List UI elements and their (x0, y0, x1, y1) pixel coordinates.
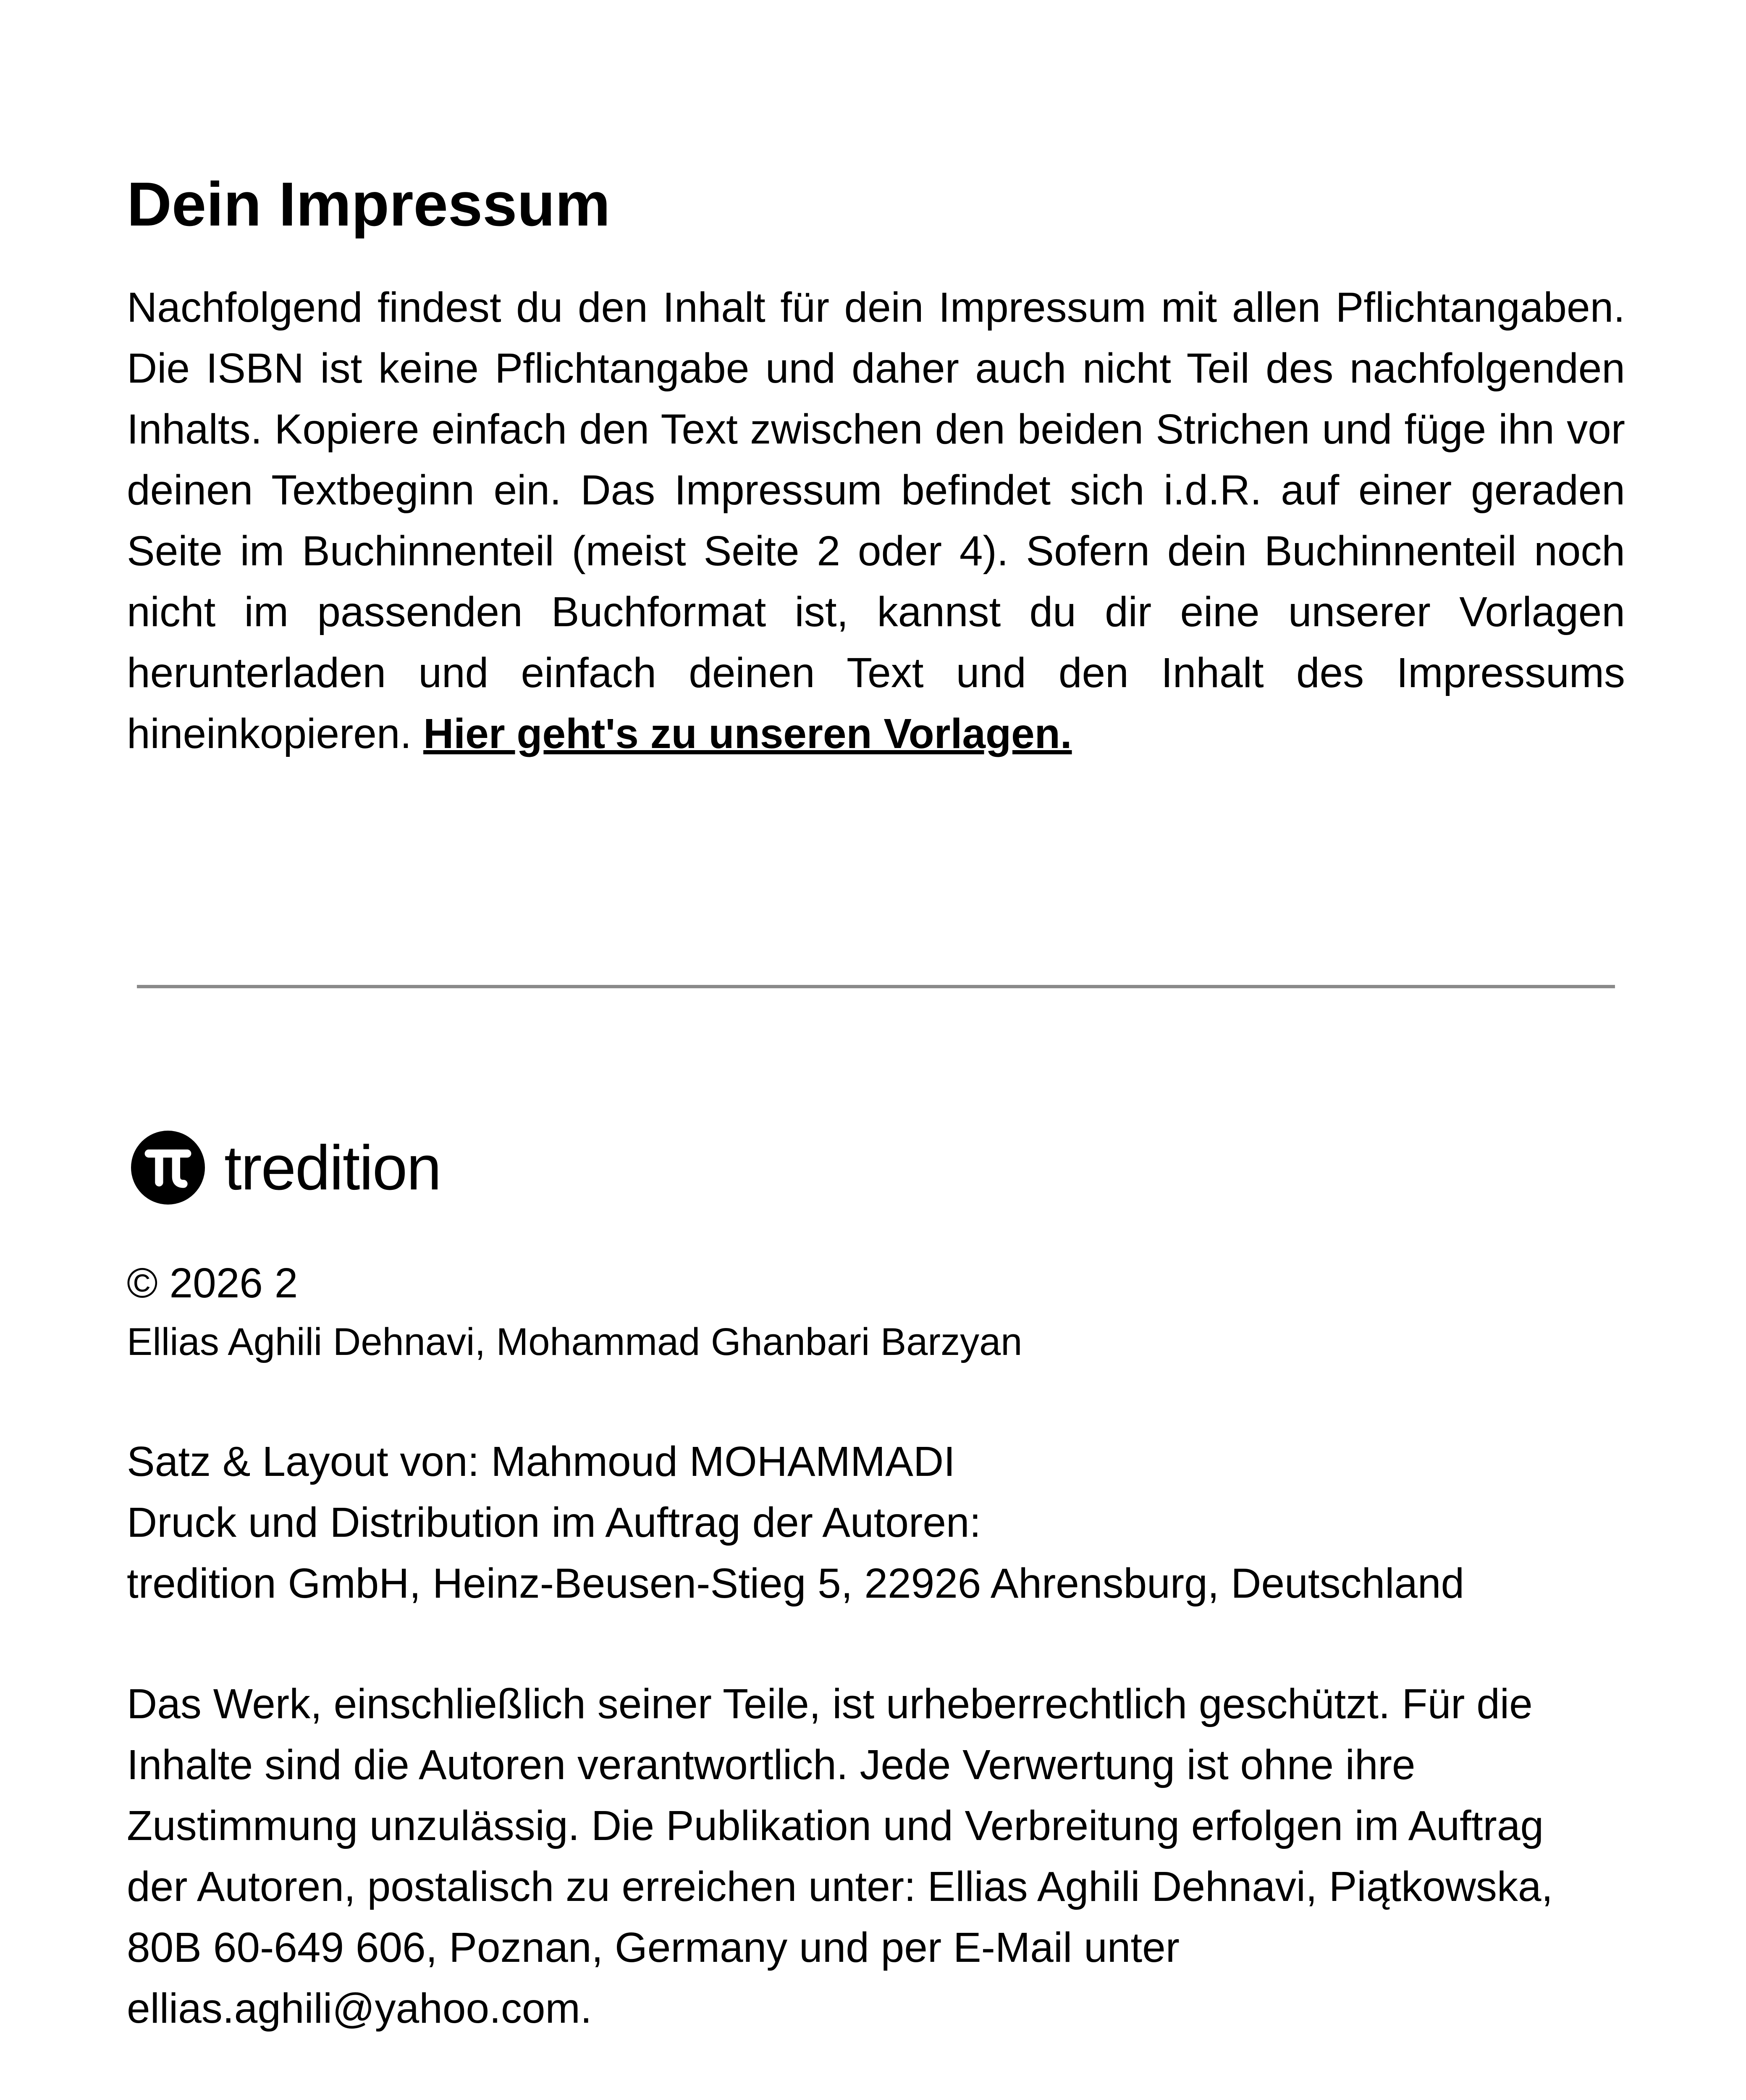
legal-line: Inhalte sind die Autoren verantwortlich. Jede Verwertung ist ohne ihre (127, 1741, 1416, 1788)
tredition-logo-icon (131, 1131, 205, 1205)
top-divider (137, 985, 1615, 988)
intro-text: Nachfolgend findest du den Inhalt für dein Impressum mit allen Pflichtangaben. Die ISBN ist keine Pflichtangabe und daher auch nicht Teil des nachfolgenden Inhalts. Kopiere einfach den Text zwischen den beiden Strichen und füge ihn vor deinen Textbeginn ein. Das Impressum befindet sich i.d.R. auf einer geraden Seite im Buchinnenteil (meist Seite 2 oder 4). Sofern dein Buchinnenteil noch nicht im passenden Buchformat ist, kannst du dir eine unserer Vorlagen herunterladen und einfach deinen Text und den Inhalt des Impressums hineinkopieren. (127, 284, 1625, 757)
legal-line: Zustimmung unzulässig. Die Publikation und Verbreitung erfolgen im Auftrag (127, 1802, 1544, 1849)
authors-line: Ellias Aghili Dehnavi, Mohammad Ghanbari Barzyan (127, 1320, 1022, 1363)
brand-name: tredition (224, 1132, 441, 1203)
layout-credit: Satz & Layout von: Mahmoud MOHAMMADI (127, 1438, 955, 1485)
copyright-line: © 2026 2 (127, 1260, 298, 1307)
legal-line: Das Werk, einschließlich seiner Teile, ist urheberrechtlich geschützt. Für die (127, 1680, 1533, 1727)
intro-paragraph (127, 277, 1625, 764)
templates-link[interactable]: Hier geht's zu unseren Vorlagen. (423, 710, 1072, 757)
print-distribution-line: Druck und Distribution im Auftrag der Autoren: (127, 1499, 981, 1546)
legal-line: 80B 60-649 606, Poznan, Germany und per E-Mail unter (127, 1924, 1180, 1971)
publisher-address: tredition GmbH, Heinz-Beusen-Stieg 5, 22926 Ahrensburg, Deutschland (127, 1560, 1465, 1607)
publisher-brand (131, 1128, 441, 1208)
legal-line: der Autoren, postalisch zu erreichen unter: Ellias Aghili Dehnavi, Piątkowska, (127, 1863, 1553, 1910)
legal-notice (127, 1674, 1553, 2039)
legal-line: ellias.aghili@yahoo.com. (127, 1985, 592, 2032)
page-title: Dein Impressum (127, 170, 611, 239)
